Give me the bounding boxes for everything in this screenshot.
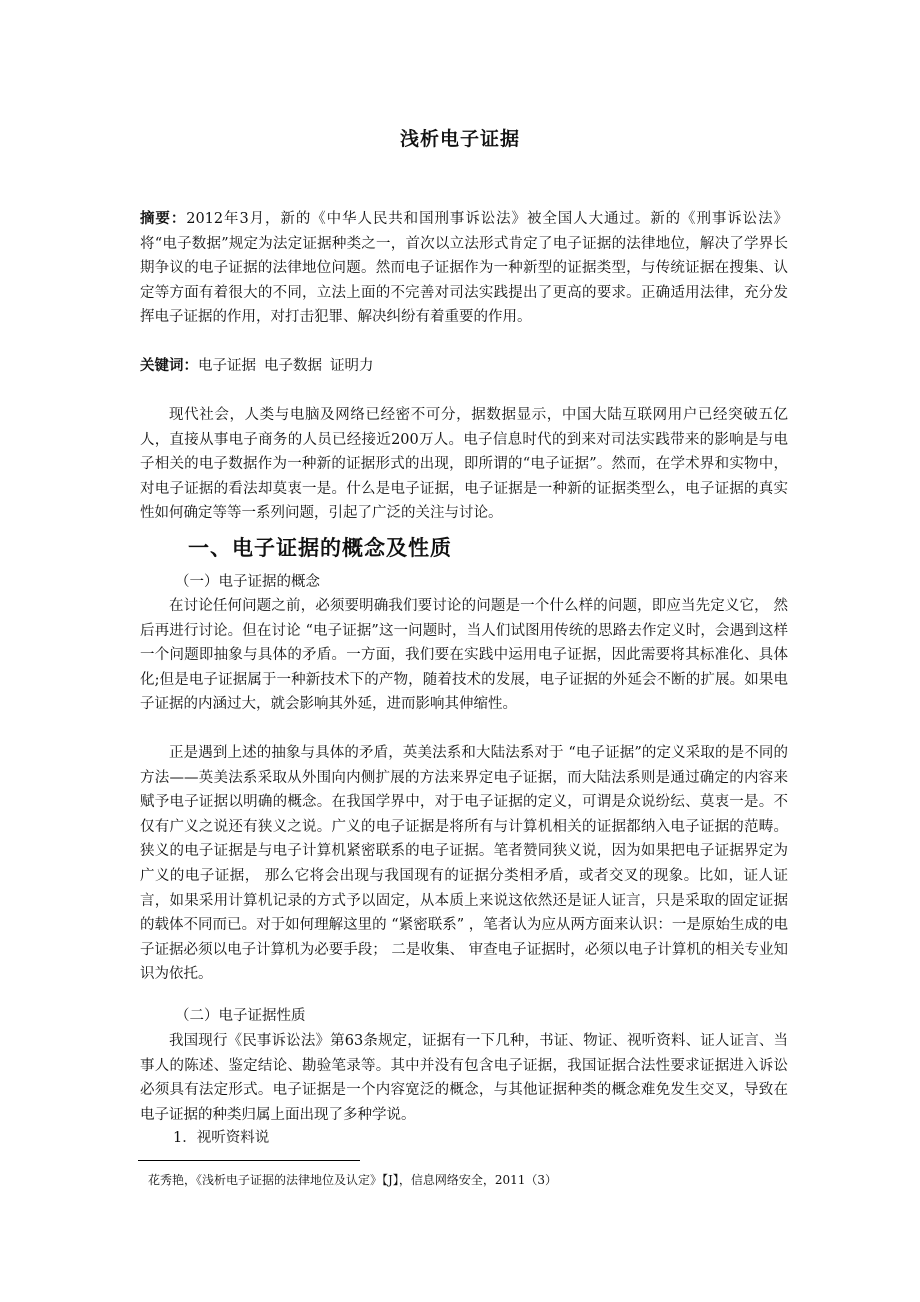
paragraph-definition-part2: 。在我国学界中，对于电子证据的定义，可谓是众说纷纭、莫衷一是。不仅有广义之说还有狭义之说。广义的电子证据是将所有与计算机相关的证据都纳入电子证据的范畴。狭义的电子证据是与电子计算机紧密联系的电子证据。笔者赞同狭义说，因为如果把电子证据界定为广义的电子证据， 那么它将会出现与我国现有的证据分类相矛盾，或者交叉的现象。比如，证人证言，如果采用计算机记录的方式予以固定，从本质上来说这依然还是证人证言，只是采取的固定证据的载体不同而已。对于如何理解这里的 “紧密联系” ，笔者认为应从两方面来认识：一是原始生成的电子证据必须以电子计算机为必要手段； 二是收集、 审查电子证据时，必须以电子计算机的相关专业知识为依托。 xyxy=(140,794,789,983)
keywords-label: 关键词： xyxy=(140,358,198,374)
paragraph-concept: 在讨论任何问题之前，必须要明确我们要讨论的问题是一个什么样的问题，即应当先定义它， 然后再进行讨论。但在讨论 “电子证据”这一问题时，当人们试图用传统的思路去作定义时，会遇到这样一个问题即抽象与具体的矛盾。一方面，我们要在实践中运用电子证据，因此需要将其标准化、具体化;但是电子证据属于一种新技术下的产物，随着技术的发展，电子证据的外延会不断的扩展。如果电子证据的内涵过大，就会影响其外延，进而影响其伸缩性。 xyxy=(140,598,788,713)
document-title: 浅析电子证据 xyxy=(399,128,520,150)
abstract xyxy=(140,207,788,330)
paragraph-definition xyxy=(140,741,788,987)
paragraph-definition-part1: 正是遇到上述的抽象与具体的矛盾，英美法系和大陆法系对于 “电子证据”的定义采取的是不同的方法——英美法系采取从外围向内侧扩展的方法来界定电子证据，而大陆法系则是通过确定的内容来赋予电子证据以明确的概念 xyxy=(140,745,788,811)
footnote-text: 花秀艳，《浅析电子证据的法律地位及认定》【J】，信息网络安全，2011（3） xyxy=(148,1173,557,1187)
keyword: 电子证据 xyxy=(198,358,256,374)
footnote-divider xyxy=(138,1160,360,1161)
footnote xyxy=(138,1171,557,1189)
intro-paragraph: 现代社会，人类与电脑及网络已经密不可分，据数据显示，中国大陆互联网用户已经突破五亿人，直接从事电子商务的人员已经接近200万人。电子信息时代的到来对司法实践带来的影响是与电子相关的电子数据作为一种新的证据形式的出现，即所谓的“电子证据”。然而，在学术界和实物中，对电子证据的看法却莫衷一是。什么是电子证据，电子证据是一种新的证据类型么，电子证据的真实性如何确定等等一系列问题，引起了广泛的关注与讨论。 xyxy=(140,407,788,522)
subsection-heading-nature: （二）电子证据性质 xyxy=(175,1008,306,1024)
keyword: 电子数据 xyxy=(264,358,322,374)
keywords xyxy=(140,354,788,379)
abstract-text: 2012年3月，新的《中华人民共和国刑事诉讼法》被全国人大通过。新的《刑事诉讼法》将“电子数据”规定为法定证据种类之一，首次以立法形式肯定了电子证据的法律地位，解决了学界长期争议的电子证据的法律地位问题。然而电子证据作为一种新型的证据类型，与传统证据在搜集、认定等方面有着很大的不同，立法上面的不完善对司法实践提出了更高的要求。正确适用法律，充分发挥电子证据的作用，对打击犯罪、解决纠纷有着重要的作用。 xyxy=(140,211,789,326)
abstract-label: 摘要： xyxy=(140,211,187,227)
paragraph-nature: 我国现行《民事诉讼法》第63条规定，证据有一下几种，书证、物证、视听资料、证人证言、当事人的陈述、鉴定结论、勘验笔录等。其中并没有包含电子证据，我国证据合法性要求证据进入诉讼必须具有法定形式。电子证据是一个内容宽泛的概念，与其他证据种类的概念难免发生交叉，导致在电子证据的种类归属上面出现了多种学说。 xyxy=(140,1033,788,1123)
keyword: 证明力 xyxy=(330,358,374,374)
subsection-heading-audiovisual: 1．视听资料说 xyxy=(173,1130,270,1146)
subsection-heading-concept: （一）电子证据的概念 xyxy=(175,574,320,590)
section-heading: 一、电子证据的概念及性质 xyxy=(188,536,452,560)
